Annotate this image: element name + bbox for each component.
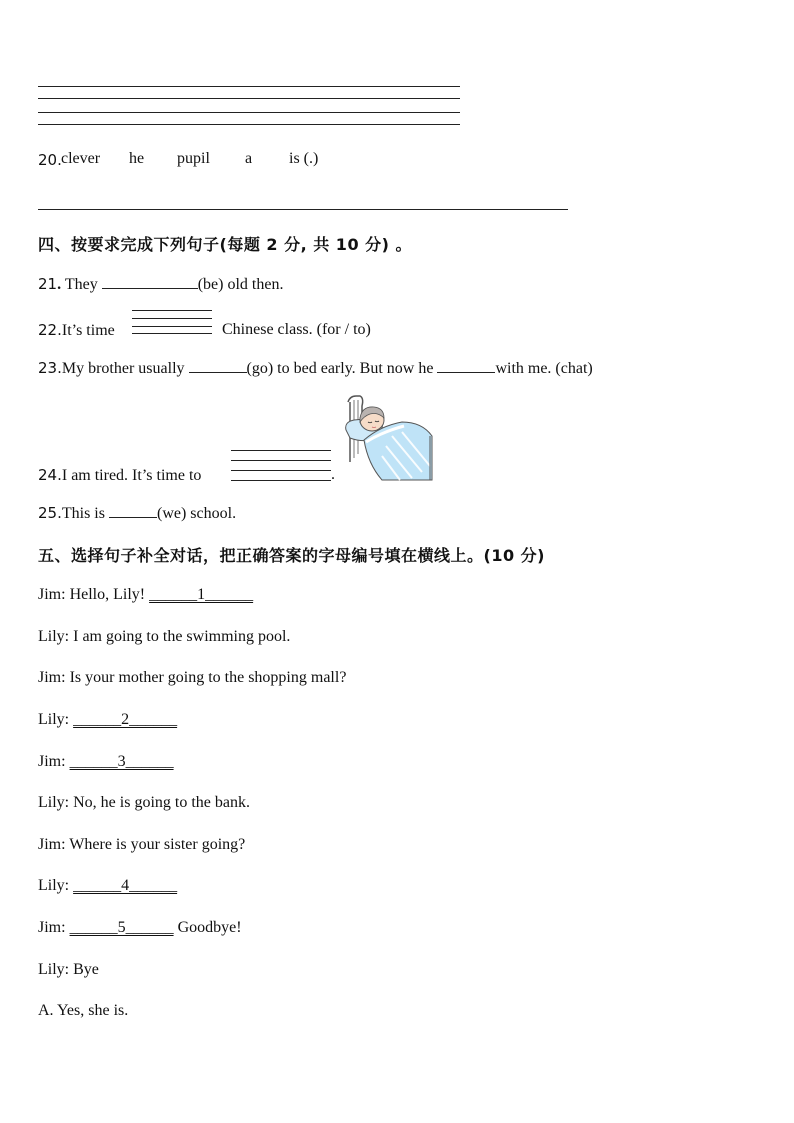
fill-blank-23b[interactable] — [437, 358, 495, 373]
question-21 — [38, 274, 283, 294]
fill-blank-21[interactable] — [102, 274, 198, 289]
question-text: They — [64, 276, 98, 293]
question-dot: . — [57, 276, 62, 293]
answer-lines-top[interactable] — [38, 86, 460, 126]
dialogue-line-4 — [38, 711, 177, 729]
line-text-after: Goodbye! — [173, 919, 242, 936]
question-22-end: Chinese class. (for / to) — [222, 321, 371, 338]
speaker: Jim: — [38, 753, 66, 770]
question-number: 20. — [38, 151, 62, 169]
dialogue-line-6 — [38, 794, 250, 812]
scrambled-word-5: is (.) — [289, 150, 319, 167]
question-text-after: (be) old then. — [197, 276, 284, 293]
question-number: 24. — [38, 466, 62, 484]
answer-lines-24[interactable] — [231, 450, 331, 482]
question-24-end: . — [331, 466, 335, 483]
scrambled-word-2: he — [129, 150, 145, 167]
question-number: 23. — [38, 359, 62, 377]
answer-lines-22[interactable] — [132, 310, 212, 334]
question-text: It’s time — [61, 322, 115, 339]
section-4-heading: 四、按要求完成下列句子(每题 2 分, 共 10 分) 。 — [38, 235, 413, 254]
line-text: Hello, Lily! — [69, 586, 146, 603]
dialogue-blank-3[interactable]: ______3______ — [69, 753, 174, 770]
dialogue-blank-4[interactable]: ______4______ — [73, 877, 178, 894]
question-22-start — [38, 321, 115, 340]
fill-blank-25[interactable] — [109, 503, 157, 518]
speaker: Lily: — [38, 794, 70, 811]
option-a: A. Yes, she is. — [38, 1002, 129, 1019]
question-text-2: (go) to bed early. But now he — [246, 360, 434, 377]
question-number: 21 — [38, 275, 58, 293]
dialogue-line-5 — [38, 753, 174, 771]
question-text-3: with me. (chat) — [495, 360, 593, 377]
line-text: I am going to the swimming pool. — [73, 628, 291, 645]
speaker: Jim: — [38, 919, 66, 936]
question-24 — [38, 466, 201, 485]
line-text: No, he is going to the bank. — [73, 794, 250, 811]
question-20 — [38, 150, 358, 172]
question-number: 25. — [38, 504, 62, 522]
answer-line-20[interactable] — [38, 209, 568, 210]
fill-blank-23a[interactable] — [189, 358, 247, 373]
dialogue-blank-2[interactable]: ______2______ — [73, 711, 178, 728]
speaker: Lily: — [38, 711, 70, 728]
dialogue-line-3 — [38, 669, 346, 687]
dialogue-line-1 — [38, 586, 253, 604]
speaker: Jim: — [38, 836, 66, 853]
line-text: Where is your sister going? — [69, 836, 246, 853]
question-23 — [38, 358, 593, 378]
question-text-1: My brother usually — [61, 360, 185, 377]
question-number: 22. — [38, 321, 62, 339]
section-5-heading: 五、选择句子补全对话，把正确答案的字母编号填在横线上。(10 分) — [38, 546, 545, 565]
dialogue-line-10 — [38, 961, 99, 979]
dialogue-line-8 — [38, 877, 177, 895]
dialogue-line-2 — [38, 628, 290, 646]
speaker: Lily: — [38, 628, 70, 645]
line-text: Is your mother going to the shopping mall? — [69, 669, 347, 686]
speaker: Jim: — [38, 669, 66, 686]
dialogue-line-9 — [38, 919, 242, 937]
question-25 — [38, 503, 236, 523]
girl-sleeping-icon — [342, 392, 434, 482]
question-text: I am tired. It’s time to — [61, 467, 202, 484]
speaker: Jim: — [38, 586, 66, 603]
line-text: Bye — [73, 961, 99, 978]
dialogue-blank-5[interactable]: ______5______ — [69, 919, 174, 936]
dialogue-blank-1[interactable]: ______1______ — [149, 586, 254, 603]
scrambled-word-3: pupil — [177, 150, 210, 167]
scrambled-word-4: a — [245, 150, 253, 167]
scrambled-word-1: clever — [61, 150, 101, 167]
speaker: Lily: — [38, 961, 70, 978]
speaker: Lily: — [38, 877, 70, 894]
dialogue-line-7 — [38, 836, 245, 854]
question-text: This is — [61, 505, 105, 522]
question-text-after: (we) school. — [156, 505, 237, 522]
